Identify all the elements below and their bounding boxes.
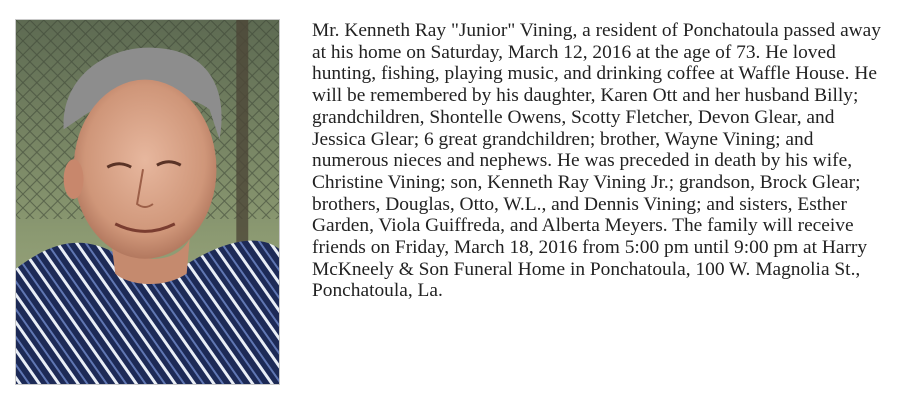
obituary-text: Mr. Kenneth Ray "Junior" Vining, a resident of Ponchatoula passed away at his home on Saturday, March 12, 2016 at the age of 73. He loved hunting, fishing, playing music, and drinking coffee at Waffle House. He will be remembered by his daughter, Karen Ott and her husband Billy; grandchildren, Shontelle Owens, Scotty Fletcher, Devon Glear, and Jessica Glear; 6 great grandchildren; brother, Wayne Vining; and numerous nieces and nephews. He was preceded in death by his wife, Christine Vining; son, Kenneth Ray Vining Jr.; grandson, Brock Glear; brothers, Douglas, Otto, W.L., and Dennis Vining; and sisters, Esther Garden, Viola Guiffreda, and Alberta Meyers. The family will receive friends on Friday, March 18, 2016 from 5:00 pm until 9:00 pm at Harry McKneely & Son Funeral Home in Ponchatoula, 100 W. Magnolia St., Ponchatoula, La. — [312, 20, 881, 302]
portrait-photo — [15, 19, 280, 385]
